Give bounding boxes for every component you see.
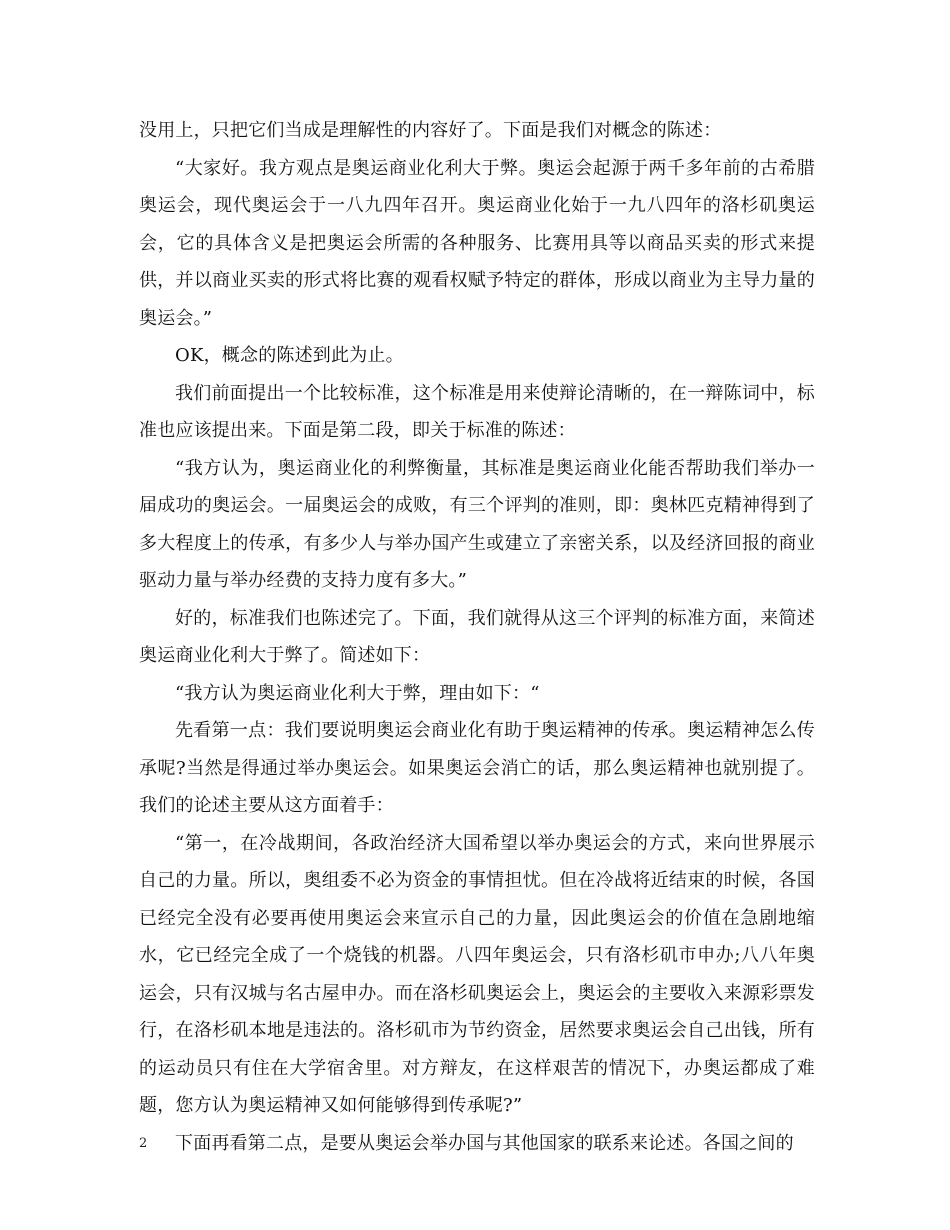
paragraph: OK，概念的陈述到此为止。	[175, 345, 404, 366]
paragraph: “我方认为奥运商业化利大于弊，理由如下：“	[175, 682, 540, 704]
paragraph: 我们前面提出一个比较标准，这个标准是用来使辩论清晰的，在一辩陈词中，标准也应该提出来。下面是第二段，即关于标准的陈述：	[139, 382, 815, 441]
body-text	[139, 112, 815, 1162]
paragraph: 先看第一点：我们要说明奥运会商业化有助于奥运精神的传承。奥运精神怎么传承呢?当然是得通过举办奥运会。如果奥运会消亡的话，那么奥运精神也就别提了。我们的论述主要从这方面着手：	[139, 720, 815, 816]
paragraph: “我方认为，奥运商业化的利弊衡量，其标准是奥运商业化能否帮助我们举办一届成功的奥运会。一届奥运会的成败，有三个评判的准则，即：奥林匹克精神得到了多大程度上的传承，有多少人与举办国产生或建立了亲密关系，以及经济回报的商业驱动力量与举办经费的支持力度有多大。”	[139, 457, 815, 591]
paragraph: 下面再看第二点，是要从奥运会举办国与其他国家的联系来论述。各国之间的	[175, 1132, 794, 1154]
page-number: 2	[139, 1136, 148, 1151]
paragraph: 没用上，只把它们当成是理解性的内容好了。下面是我们对概念的陈述：	[139, 120, 722, 141]
paragraph: “第一，在冷战期间，各政治经济大国希望以举办奥运会的方式，来向世界展示自己的力量。所以，奥组委不必为资金的事情担忧。但在冷战将近结束的时候，各国已经完全没有必要再使用奥运会来宣示自己的力量，因此奥运会的价值在急剧地缩水，它已经完全成了一个烧钱的机器。八四年奥运会，只有洛杉矶市申办;八八年奥运会，只有汉城与名古屋申办。而在洛杉矶奥运会上，奥运会的主要收入来源彩票发行，在洛杉矶本地是违法的。洛杉矶市为节约资金，居然要求奥运会自己出钱，所有的运动员只有住在大学宿舍里。对方辩友，在这样艰苦的情况下，办奥运都成了难题，您方认为奥运精神又如何能够得到传承呢?”	[139, 832, 815, 1116]
paragraph: “大家好。我方观点是奥运商业化利大于弊。奥运会起源于两千多年前的古希腊奥运会，现代奥运会于一八九四年召开。奥运商业化始于一九八四年的洛杉矶奥运会，它的具体含义是把奥运会所需的各种服务、比赛用具等以商品买卖的形式来提供，并以商业买卖的形式将比赛的观看权赋予特定的群体，形成以商业为主导力量的奥运会。”	[139, 157, 815, 329]
paragraph: 好的，标准我们也陈述完了。下面，我们就得从这三个评判的标准方面，来简述奥运商业化利大于弊了。简述如下：	[139, 607, 815, 666]
